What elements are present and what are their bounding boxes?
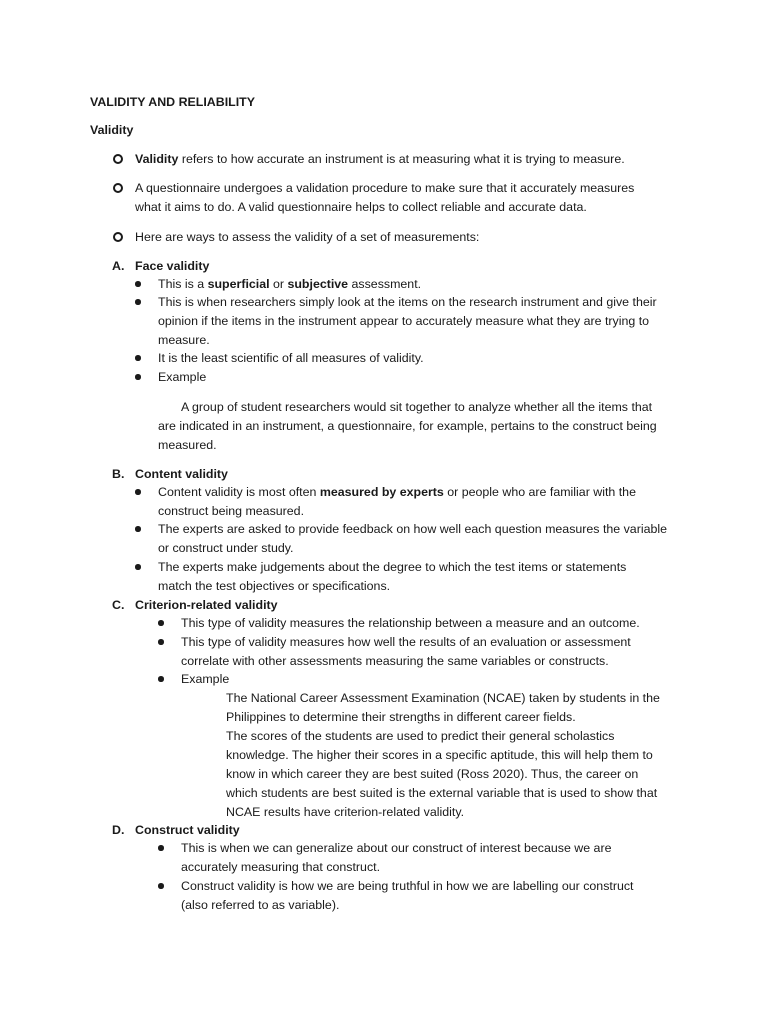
content-item-1-line-1: Content validity is most often measured by experts or people who are familiar with the [158,485,636,499]
construct-item-2-line-2: (also referred to as variable). [181,898,340,912]
bullet-icon [135,564,141,570]
bullet-icon [135,374,141,380]
circle-bullet-icon [113,232,123,242]
bullet-icon [135,281,141,287]
face-item-1: This is a superficial or subjective assessment. [158,277,422,291]
content-item-2-line-1: The experts are asked to provide feedback on how well each question measures the variable [158,522,668,536]
face-example-line-2: are indicated in an instrument, a questionnaire, for example, pertains to the construct being [158,419,657,433]
content-item-3-line-2: match the test objectives or specifications. [158,579,391,593]
bullet-icon [158,883,164,889]
section-letter-d: D. [112,823,125,837]
criterion-item-2-line-1: This type of validity measures how well the results of an evaluation or assessment [181,635,631,649]
section-heading-validity: Validity [90,123,134,137]
criterion-item-3: Example [181,672,230,686]
criterion-example-line-2: Philippines to determine their strengths in different career fields. [226,710,576,724]
construct-item-1-line-2: accurately measuring that construct. [181,860,381,874]
criterion-example-line-4: knowledge. The higher their scores in a specific aptitude, this will help them to [226,748,653,762]
criterion-example-line-7: NCAE results have criterion-related validity. [226,805,465,819]
criterion-example-line-1: The National Career Assessment Examination (NCAE) taken by students in the [226,691,660,705]
face-item-2-line-1: This is when researchers simply look at the items on the research instrument and give their [158,295,657,309]
bullet-icon [135,299,141,305]
intro-item-2-line-2: what it aims to do. A valid questionnaire helps to collect reliable and accurate data. [135,200,587,214]
criterion-example-line-6: which students are best suited is the external variable that is used to show that [226,786,658,800]
content-validity-heading: Content validity [135,467,228,481]
document-title: VALIDITY AND RELIABILITY [90,95,255,109]
content-item-1-line-2: construct being measured. [158,504,305,518]
criterion-item-2-line-2: correlate with other assessments measuring the same variables or constructs. [181,654,609,668]
section-letter-b: B. [112,467,125,481]
construct-item-1-line-1: This is when we can generalize about our construct of interest because we are [181,841,612,855]
section-letter-c: C. [112,598,125,612]
bullet-icon [135,489,141,495]
bullet-icon [135,526,141,532]
circle-bullet-icon [113,154,123,164]
intro-item-2-line-1: A questionnaire undergoes a validation procedure to make sure that it accurately measures [135,181,635,195]
bullet-icon [158,676,164,682]
face-example-line-3: measured. [158,438,217,452]
criterion-example-line-5: know in which career they are best suited (Ross 2020). Thus, the career on [226,767,639,781]
face-item-4: Example [158,370,207,384]
section-letter-a: A. [112,259,125,273]
bullet-icon [158,639,164,645]
criterion-validity-heading: Criterion-related validity [135,598,278,612]
construct-item-2-line-1: Construct validity is how we are being truthful in how we are labelling our construct [181,879,634,893]
criterion-item-1: This type of validity measures the relationship between a measure and an outcome. [181,616,640,630]
intro-item-3: Here are ways to assess the validity of a set of measurements: [135,230,480,244]
content-item-3-line-1: The experts make judgements about the degree to which the test items or statements [158,560,627,574]
face-item-2-line-2: opinion if the items in the instrument appear to accurately measure what they are trying to [158,314,650,328]
bullet-icon [158,620,164,626]
criterion-example-line-3: The scores of the students are used to predict their general scholastics [226,729,615,743]
bullet-icon [135,355,141,361]
content-item-2-line-2: or construct under study. [158,541,294,555]
face-example-line-1: A group of student researchers would sit together to analyze whether all the items that [181,400,653,414]
intro-item-1: Validity refers to how accurate an instrument is at measuring what it is trying to measure. [135,152,625,166]
bullet-icon [158,845,164,851]
face-item-3: It is the least scientific of all measures of validity. [158,351,424,365]
face-validity-heading: Face validity [135,259,210,273]
construct-validity-heading: Construct validity [135,823,240,837]
face-item-2-line-3: measure. [158,333,210,347]
circle-bullet-icon [113,183,123,193]
